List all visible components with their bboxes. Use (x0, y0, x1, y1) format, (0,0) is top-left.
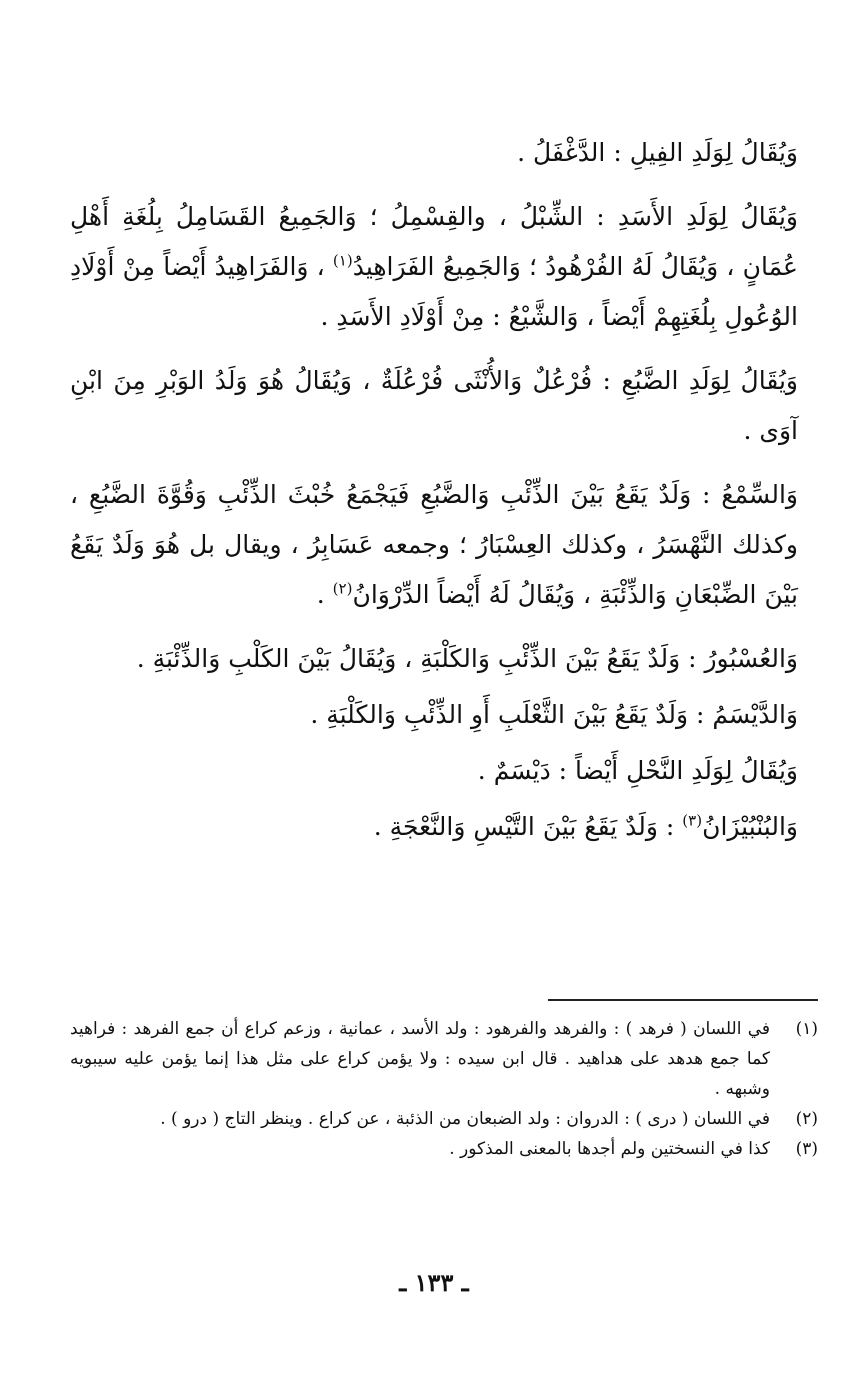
paragraph-text: وَالعُسْبُورُ : وَلَدٌ يَقَعُ بَيْنَ الذِّئْبِ وَالكَلْبَةِ ، وَيُقَالُ بَيْنَ الكَلْبِ وَالذِّئْبَةِ . (136, 644, 798, 673)
paragraph-bee (70, 746, 798, 796)
footnote-2 (70, 1104, 818, 1134)
footnote-text: كذا في النسختين ولم أجدها بالمعنى المذكور . (449, 1139, 770, 1159)
paragraph-text: وَالدَّيْسَمُ : وَلَدٌ يَقَعُ بَيْنَ الثَّعْلَبِ أَوِ الذِّئْبِ وَالكَلْبَةِ . (310, 700, 798, 729)
footnote-ref-1[interactable]: (١) (332, 251, 353, 270)
page-number: ـ ١٣٣ ـ (399, 1268, 469, 1297)
paragraph-text: وَيُقَالُ لِوَلَدِ الضَّبُعِ : فُرْعُلٌ وَالأُنْثَى فُرْعُلَةٌ ، وَيُقَالُ هُوَ وَلَدُ الوَبْرِ مِنَ ابْنِ آوَى . (70, 366, 798, 445)
footnote-text: في اللسان ( درى ) : الدروان : ولد الضبعان من الذئبة ، عن كراع . وينظر التاج ( درو ) . (160, 1109, 770, 1129)
paragraph-text: وَالبُنْبُيْزَانُ (702, 812, 798, 841)
footnote-number: (٢) (795, 1109, 818, 1129)
footnote-divider (548, 999, 818, 1001)
paragraph-text: وَيُقَالُ لِوَلَدِ الأَسَدِ : الشِّبْلُ ، والقِسْمِلُ ؛ وَالجَمِيعُ القَسَامِلُ بِلُغَةِ أَهْلِ عُمَانٍ ، وَيُقَالُ لَهُ الفُرْهُودُ ؛ وَالجَمِيعُ الفَرَاهِيدُ (70, 202, 798, 281)
paragraph-lion (70, 192, 798, 342)
paragraph-text: وَيُقَالُ لِوَلَدِ النَّحْلِ أَيْضاً : دَيْسَمٌ . (477, 756, 798, 785)
paragraph-text: وَيُقَالُ لِوَلَدِ الفِيلِ : الدَّغْفَلُ . (517, 138, 798, 167)
paragraph-bunbuyzan (70, 802, 798, 852)
main-text (70, 128, 798, 858)
paragraph-text: وَالسِّمْعُ : وَلَدٌ يَقَعُ بَيْنَ الذِّئْبِ وَالضَّبُعِ فَيَجْمَعُ خُبْثَ الذِّئْبِ وَقُوَّةَ الضَّبُعِ ، وكذلك النَّهْسَرُ ، وكذلك العِسْبَارُ ؛ وجمعه عَسَابِرُ ، ويقال بل هُوَ وَلَدٌ يَقَعُ بَيْنَ الضِّبْعَانِ وَالذِّئْبَةِ ، وَيُقَالُ لَهُ أَيْضاً الدِّرْوَانُ (70, 480, 798, 609)
footnote-1 (70, 1014, 818, 1104)
footnote-ref-3[interactable]: (٣) (682, 811, 703, 830)
footnote-number: (٣) (795, 1139, 818, 1159)
paragraph-text: ، وَالفَرَاهِيدُ أَيْضاً مِنْ أَوْلَادِ الوُعُولِ بِلُغَتِهِمْ أَيْضاً ، وَالشَّيْعُ : مِنْ أَوْلَادِ الأَسَدِ . (70, 252, 798, 331)
paragraph-hyena (70, 356, 798, 456)
footnote-ref-2[interactable]: (٢) (332, 579, 353, 598)
footnote-text: في اللسان ( فرهد ) : والفرهد والفرهود : ولد الأسد ، عمانية ، وزعم كراع أن جمع الفرهد : فراهيد كما جمع هدهد على هداهيد . قال ابن سيده : ولا يؤمن كراع على مثل هذا إنما يؤمن عليه سيبويه وشبهه . (70, 1019, 770, 1099)
paragraph-text: . (316, 580, 333, 609)
paragraph-text: : وَلَدٌ يَقَعُ بَيْنَ التَّيْسِ وَالنَّعْجَةِ . (373, 812, 683, 841)
paragraph-elephant (70, 128, 798, 178)
footnote-3 (70, 1134, 818, 1164)
paragraph-sim (70, 470, 798, 620)
paragraph-daysam (70, 690, 798, 740)
footnote-number: (١) (795, 1019, 818, 1039)
footnotes-section (70, 1014, 818, 1164)
paragraph-usbur (70, 634, 798, 684)
